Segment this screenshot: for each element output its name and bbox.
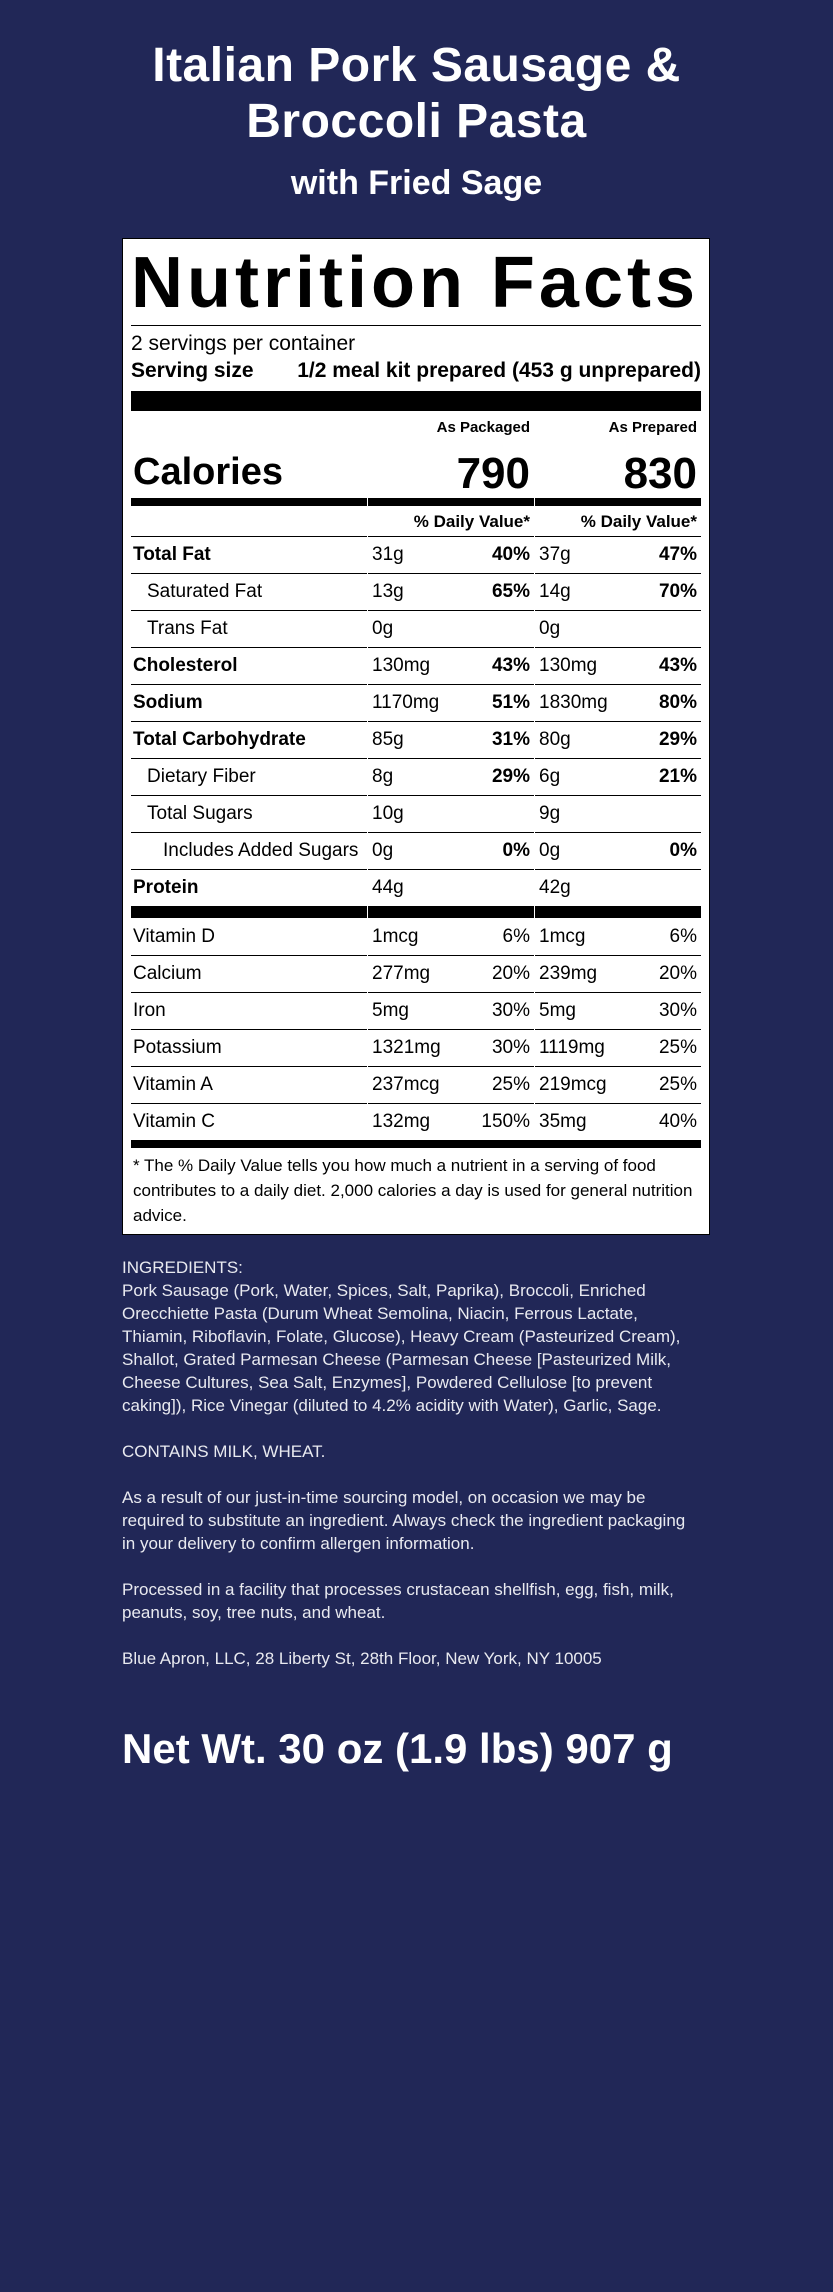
amount-packaged: 31g [372, 544, 404, 565]
bar-segment [368, 906, 534, 918]
nutrient-name: Vitamin A [131, 1066, 367, 1103]
nutrient-name: Total Sugars [131, 795, 367, 832]
dv-packaged: 29% [491, 766, 530, 787]
nutrient-name: Trans Fat [131, 610, 367, 647]
facility-notice: Processed in a facility that processes crustacean shellfish, egg, fish, milk, peanuts, soy, tree nuts, and wheat. [122, 1580, 674, 1622]
allergen-statement: CONTAINS MILK, WHEAT. [122, 1442, 326, 1461]
product-subtitle: with Fried Sage [290, 164, 543, 202]
daily-value-header-prepared: % Daily Value* [580, 512, 697, 531]
dv-packaged: 25% [491, 1074, 530, 1095]
dv-packaged: 31% [491, 729, 530, 750]
nutrient-name: Cholesterol [131, 647, 367, 684]
footnote-divider-bar [131, 1140, 701, 1148]
calories-label: Calories [133, 451, 283, 493]
calories-row [131, 438, 701, 498]
nutrient-name: Vitamin D [133, 925, 216, 947]
amount-packaged: 237mcg [372, 1074, 440, 1095]
nutrition-facts-title: Nutrition Facts [131, 243, 700, 323]
bar-segment [368, 498, 534, 506]
nutrient-name: Iron [131, 992, 367, 1029]
serving-size-value: 1/2 meal kit prepared (453 g unprepared) [297, 359, 701, 382]
nutrient-row-iron [131, 992, 701, 1029]
nutrition-facts-panel [122, 238, 710, 1235]
column-header-spacer [131, 436, 367, 438]
amount-packaged: 0g [372, 618, 394, 639]
amount-prepared: 6g [539, 766, 561, 787]
amount-packaged: 10g [372, 803, 404, 824]
amount-prepared: 1mcg [539, 925, 586, 947]
amount-prepared: 42g [539, 877, 571, 898]
as-prepared-header: As Prepared [608, 419, 697, 436]
nutrient-name: Potassium [131, 1029, 367, 1066]
dv-prepared: 70% [658, 581, 697, 602]
product-title-line1: Italian Pork Sausage & [152, 39, 681, 92]
amount-prepared: 80g [539, 729, 571, 750]
amount-packaged: 5mg [372, 1000, 409, 1021]
amount-prepared: 5mg [539, 1000, 576, 1021]
nutrient-name: Sodium [131, 684, 367, 721]
nutrient-row-total-sugars [131, 795, 701, 832]
amount-packaged: 0g [372, 840, 394, 861]
medium-divider-bar [131, 498, 701, 506]
nutrient-name: Protein [131, 869, 367, 906]
nutrient-name: Includes Added Sugars [131, 832, 367, 869]
dv-packaged: 43% [491, 655, 530, 676]
thick-divider-bar [131, 391, 701, 411]
amount-prepared: 35mg [539, 1111, 587, 1132]
amount-prepared: 1119mg [539, 1037, 605, 1058]
nutrient-row-total-carbohydrate [131, 721, 701, 758]
amount-packaged: 85g [372, 729, 404, 750]
amount-prepared: 0g [539, 618, 561, 639]
nutrient-row-vitamin-a [131, 1066, 701, 1103]
dv-packaged: 65% [491, 581, 530, 602]
dv-packaged: 40% [491, 544, 530, 565]
vitamins-divider-bar [131, 906, 701, 918]
dv-prepared: 0% [669, 840, 697, 861]
nutrient-row-sodium [131, 684, 701, 721]
nutrient-row-added-sugars [131, 832, 701, 869]
calories-packaged-value: 790 [456, 449, 530, 498]
nutrient-name: Total Fat [131, 536, 367, 573]
amount-packaged: 132mg [372, 1111, 431, 1132]
calories-prepared-value: 830 [623, 449, 697, 498]
bar-segment [131, 498, 367, 506]
dv-prepared: 80% [658, 692, 697, 713]
dv-prepared: 47% [658, 544, 697, 565]
dv-packaged: 150% [481, 1111, 530, 1132]
dv-prepared: 20% [658, 963, 697, 984]
product-title [0, 38, 833, 150]
company-address: Blue Apron, LLC, 28 Liberty St, 28th Floor, New York, NY 10005 [122, 1649, 602, 1668]
dv-prepared: 29% [658, 729, 697, 750]
nutrient-row-vitamin-c [131, 1103, 701, 1140]
dv-packaged: 30% [491, 1037, 530, 1058]
daily-value-footnote: * The % Daily Value tells you how much a nutrient in a serving of food contributes to a daily diet. 2,000 calories a day is used for general nutrition advice. [133, 1156, 693, 1225]
bar-segment [131, 906, 367, 918]
amount-prepared: 37g [539, 544, 571, 565]
amount-prepared: 9g [539, 803, 561, 824]
dv-packaged: 30% [491, 1000, 530, 1021]
serving-size-row [131, 357, 701, 385]
daily-value-header-row [131, 506, 701, 536]
column-header-row [131, 411, 701, 438]
nutrient-name: Total Carbohydrate [131, 721, 367, 758]
nutrient-name: Saturated Fat [131, 573, 367, 610]
product-title-line2: Broccoli Pasta [246, 95, 587, 148]
nutrient-row-potassium [131, 1029, 701, 1066]
dv-prepared: 43% [658, 655, 697, 676]
net-weight: Net Wt. 30 oz (1.9 lbs) 907 g [122, 1725, 673, 1772]
serving-size-label: Serving size [131, 359, 254, 382]
servings-per-container: 2 servings per container [131, 332, 356, 355]
bar-segment [535, 906, 701, 918]
nutrient-row-saturated-fat [131, 573, 701, 610]
amount-packaged: 130mg [372, 655, 431, 676]
amount-packaged: 1321mg [372, 1037, 441, 1058]
dv-prepared: 21% [658, 766, 697, 787]
amount-packaged: 13g [372, 581, 404, 602]
amount-prepared: 130mg [539, 655, 598, 676]
amount-packaged: 1mcg [372, 925, 419, 947]
dv-packaged: 6% [502, 925, 530, 947]
dv-prepared: 6% [669, 925, 697, 947]
amount-prepared: 0g [539, 840, 561, 861]
amount-packaged: 277mg [372, 963, 431, 984]
nutrient-row-calcium [131, 955, 701, 992]
dv-prepared: 30% [658, 1000, 697, 1021]
dv-prepared: 25% [658, 1037, 697, 1058]
title-rule [131, 325, 701, 326]
nutrient-name: Vitamin C [131, 1103, 367, 1140]
nutrient-row-trans-fat [131, 610, 701, 647]
dv-packaged: 0% [502, 840, 530, 861]
amount-prepared: 219mcg [539, 1074, 607, 1095]
nutrient-row-dietary-fiber [131, 758, 701, 795]
amount-prepared: 14g [539, 581, 571, 602]
ingredients-text: Pork Sausage (Pork, Water, Spices, Salt, Paprika), Broccoli, Enriched Orecchiette Pasta (Durum Wheat Semolina, Niacin, Ferrous Lactate, Thiamin, Riboflavin, Folate, Glucose), Heavy Cream (Pasteurized Cream), Shallot, Grated Parmesan Cheese (Parmesan Cheese [Pasteurized Milk, Cheese Cultures, Sea Salt, Enzymes], Powdered Cellulose [to prevent caking]), Rice Vinegar (diluted to 4.2% acidity with Water), Garlic, Sage. [122, 1281, 681, 1415]
as-packaged-header: As Packaged [436, 419, 530, 436]
nutrient-row-total-fat [131, 536, 701, 573]
ingredients-heading: INGREDIENTS: [122, 1258, 243, 1277]
amount-prepared: 1830mg [539, 692, 608, 713]
amount-packaged: 44g [372, 877, 404, 898]
amount-packaged: 8g [372, 766, 394, 787]
nutrient-row-cholesterol [131, 647, 701, 684]
dv-prepared: 40% [658, 1111, 697, 1132]
nutrient-name: Dietary Fiber [131, 758, 367, 795]
substitution-notice: As a result of our just-in-time sourcing model, on occasion we may be required to substitute an ingredient. Always check the ingredient packaging in your delivery to confirm allergen information. [122, 1488, 686, 1553]
nutrient-name: Calcium [131, 955, 367, 992]
product-header [0, 38, 833, 202]
bar-segment [535, 498, 701, 506]
nutrient-row-vitamin-d [131, 918, 701, 955]
dv-prepared: 25% [658, 1074, 697, 1095]
daily-value-header-packaged: % Daily Value* [413, 512, 530, 531]
product-details [122, 1256, 698, 1772]
amount-prepared: 239mg [539, 963, 598, 984]
nutrient-row-protein [131, 869, 701, 906]
dv-packaged: 51% [491, 692, 530, 713]
dv-packaged: 20% [491, 963, 530, 984]
amount-packaged: 1170mg [372, 692, 440, 713]
